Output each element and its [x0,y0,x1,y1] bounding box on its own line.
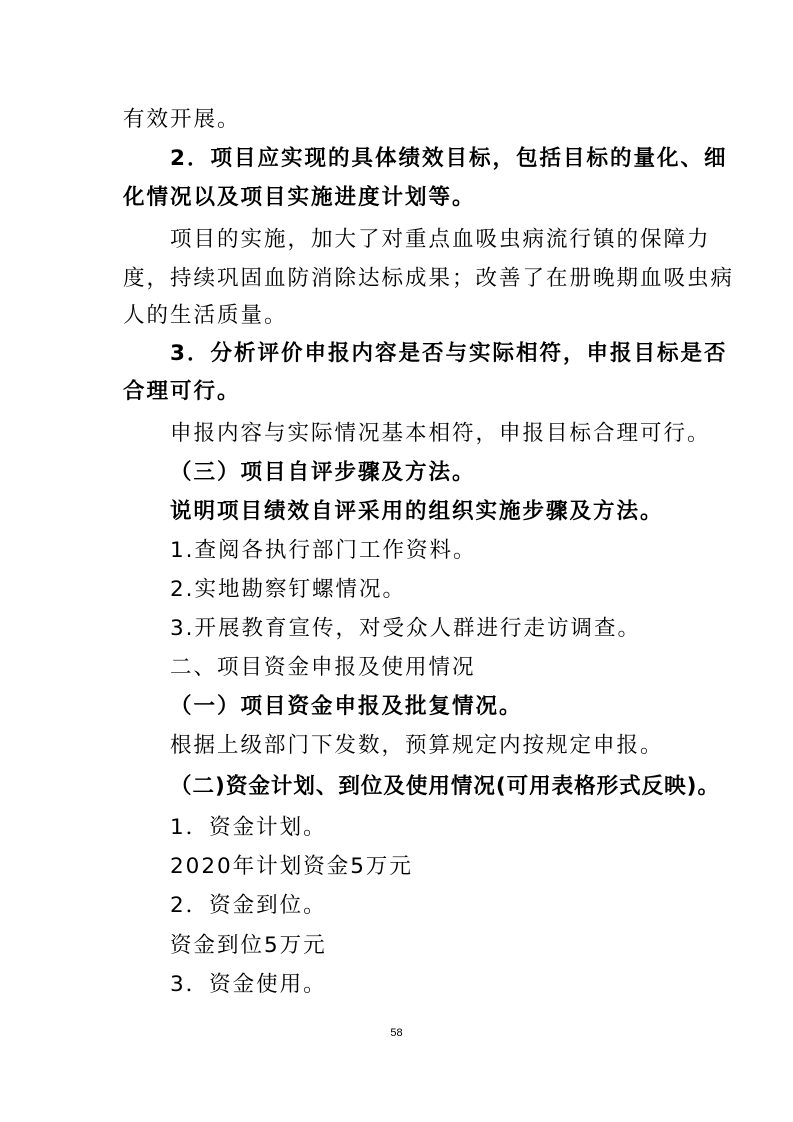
section-heading: 化情况以及项目实施进度计划等。 [123,185,476,210]
paragraph-line: 度，持续巩固血防消除达标成果；改善了在册晚期血吸虫病 [123,266,735,291]
section-heading: 2．项目应实现的具体绩效目标，包括目标的量化、细 [170,146,728,171]
list-item: 3．资金使用。 [170,972,327,997]
section-heading: 3．分析评价申报内容是否与实际相符，申报目标是否 [170,341,728,366]
section-heading: 说明项目绩效自评采用的组织实施步骤及方法。 [170,499,664,524]
paragraph-line: 项目的实施，加大了对重点血吸虫病流行镇的保障力 [170,227,711,252]
list-item: 2.实地勘察钉螺情况。 [170,577,407,602]
paragraph-line: 申报内容与实际情况基本相符，申报目标合理可行。 [170,421,711,446]
page-number: 58 [390,1027,403,1039]
paragraph-line: 2020年计划资金5万元 [170,854,413,879]
paragraph-line: 有效开展。 [123,107,241,132]
paragraph-line: 根据上级部门下发数，预算规定内按规定申报。 [170,733,664,758]
paragraph-line: 资金到位5万元 [170,933,327,958]
section-heading: （一）项目资金申报及批复情况。 [170,694,523,719]
section-heading: 合理可行。 [123,379,241,404]
section-heading: （三）项目自评步骤及方法。 [170,460,476,485]
chapter-heading: 二、项目资金申报及使用情况 [170,655,476,680]
list-item: 1.查阅各执行部门工作资料。 [170,538,477,563]
paragraph-line: 人的生活质量。 [123,303,288,328]
section-heading: （二)资金计划、到位及使用情况(可用表格形式反映)。 [170,774,720,799]
list-item: 3.开展教育宣传，对受众人群进行走访调查。 [170,616,642,641]
list-item: 2．资金到位。 [170,893,327,918]
list-item: 1．资金计划。 [170,815,327,840]
